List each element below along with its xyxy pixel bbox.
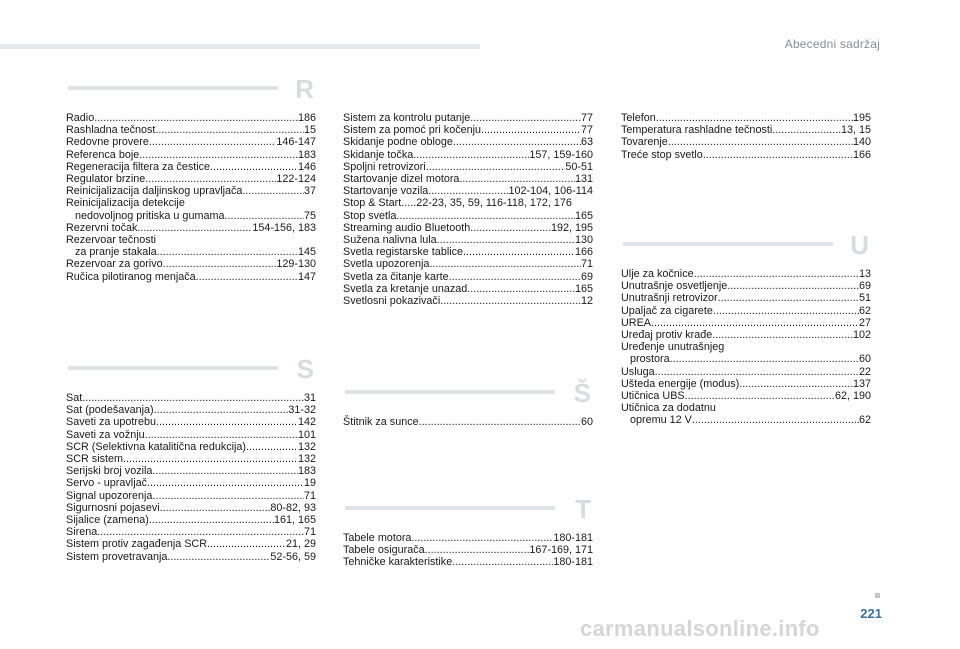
dot-leader <box>694 268 859 280</box>
entry-page-ref: 75 <box>303 209 316 222</box>
dot-leader <box>670 353 859 365</box>
dot-leader <box>692 414 859 426</box>
entry-page-ref: 27 <box>858 316 871 329</box>
entry-page-ref: 69 <box>580 270 593 283</box>
index-entry <box>343 222 593 234</box>
index-entry <box>66 551 316 563</box>
index-entry <box>66 429 316 441</box>
dot-leader <box>97 526 304 538</box>
dot-leader <box>157 246 298 258</box>
entry-page-ref: 12 <box>580 295 593 308</box>
dot-leader <box>149 514 274 526</box>
index-entry <box>343 234 593 246</box>
dot-leader <box>437 234 575 246</box>
index-entry <box>343 246 593 258</box>
index-entry <box>66 234 316 246</box>
section-letter: R <box>295 74 314 104</box>
index-entry <box>66 136 316 148</box>
entry-page-ref: 69 <box>858 280 871 293</box>
entry-page-ref: 62 <box>858 414 871 427</box>
entry-label: Ručica pilotiranog menjača <box>66 270 196 283</box>
index-entry <box>66 526 316 538</box>
dot-leader <box>429 258 581 270</box>
dot-leader <box>413 149 529 161</box>
index-entry <box>66 210 316 222</box>
index-section-r <box>66 74 316 283</box>
index-entry <box>621 317 871 329</box>
entry-label: Svetlosni pokazivači <box>343 295 441 308</box>
entry-page-ref: 63 <box>580 136 593 149</box>
entry-page-ref: 167-169, 171 <box>529 544 593 557</box>
dot-leader <box>718 292 859 304</box>
entry-page-ref: 60 <box>580 416 593 428</box>
dot-leader <box>246 441 298 453</box>
index-entry <box>343 210 593 222</box>
watermark-text: carmanualsonline.info <box>580 616 820 641</box>
entry-label: Uređenje unutrašnjeg <box>621 341 725 354</box>
dot-leader <box>207 538 286 550</box>
index-entry <box>343 258 593 270</box>
index-entry <box>66 441 316 453</box>
entry-page-ref: 186 <box>297 112 316 124</box>
index-entry <box>621 341 871 353</box>
dot-leader <box>467 283 575 295</box>
entry-label: Reinicijalizacija daljinskog upravljača <box>66 185 243 198</box>
index-entry <box>66 173 316 185</box>
entry-label: Sat <box>66 392 83 404</box>
entry-label: Rezervoar za gorivo <box>66 258 163 271</box>
index-entry <box>66 112 316 124</box>
entry-page-ref: 165 <box>574 209 593 222</box>
entry-label: Stop svetla <box>343 209 397 222</box>
entry-page-ref: 62 <box>858 304 871 317</box>
dot-leader <box>149 136 277 148</box>
index-entry <box>66 404 316 416</box>
dot-leader <box>452 556 553 568</box>
section-letter: T <box>575 494 591 524</box>
entry-page-ref: 180-181 <box>553 556 593 569</box>
index-entry <box>66 185 316 197</box>
index-entry <box>343 124 593 136</box>
entry-list <box>343 532 593 569</box>
entry-page-ref: 142 <box>297 416 316 429</box>
entry-label: Rezervni točak <box>66 221 138 234</box>
entry-label: Sijalice (zamena) <box>66 514 149 527</box>
dot-leader <box>411 532 553 544</box>
index-entry <box>343 197 593 209</box>
index-entry <box>343 271 593 283</box>
entry-page-ref: 192, 195 <box>550 221 593 234</box>
entry-page-ref: 131 <box>574 173 593 186</box>
index-entry <box>343 149 593 161</box>
index-entry <box>66 392 316 404</box>
dot-leader <box>426 161 566 173</box>
entry-label: prostora <box>630 353 670 366</box>
entry-page-ref: 183 <box>297 148 316 161</box>
entry-page-ref: 77 <box>580 124 593 137</box>
entry-label: Saveti za upotrebu <box>66 416 157 429</box>
entry-label: Tovarenje <box>621 136 668 149</box>
index-entry <box>343 161 593 173</box>
entry-label: Skidanje točka <box>343 148 414 161</box>
dot-leader <box>449 271 581 283</box>
dot-leader <box>419 416 581 428</box>
entry-label: Tehničke karakteristike <box>343 556 453 569</box>
entry-page-ref: 145 <box>297 246 316 259</box>
dot-leader <box>440 295 581 307</box>
entry-page-ref: 60 <box>858 353 871 366</box>
entry-page-ref: 146 <box>297 160 316 173</box>
entry-page-ref: 22 <box>858 365 871 378</box>
index-entry <box>343 295 593 307</box>
index-entry <box>343 136 593 148</box>
entry-label: Stop & Start.....22-23, 35, 59, 116-118, 172, 176 <box>343 197 572 210</box>
entry-page-ref: 77 <box>580 112 593 124</box>
entry-label: Treće stop svetlo <box>621 148 703 161</box>
index-entry <box>66 453 316 465</box>
entry-page-ref: 31-32 <box>288 404 316 417</box>
index-entry <box>343 185 593 197</box>
index-entry <box>66 514 316 526</box>
index-entry <box>66 416 316 428</box>
entry-label: Sistem provetravanja <box>66 550 168 563</box>
entry-page-ref: 146-147 <box>276 136 316 149</box>
section-letter: Š <box>573 378 591 408</box>
entry-label: Unutrašnje osvetljenje <box>621 280 728 293</box>
dot-leader <box>651 317 859 329</box>
index-entry <box>66 538 316 550</box>
entry-page-ref: 154-156, 183 <box>252 221 316 234</box>
dot-leader <box>147 477 304 489</box>
index-entry <box>66 258 316 270</box>
entry-list <box>343 112 593 307</box>
dot-leader <box>481 124 581 136</box>
dot-leader <box>459 173 575 185</box>
entry-page-ref: 19 <box>303 477 316 490</box>
dot-leader <box>145 173 276 185</box>
entry-label: SCR (Selektivna katalitična redukcija) <box>66 440 247 453</box>
entry-page-ref: 137 <box>852 377 871 390</box>
entry-label: Streaming audio Bluetooth <box>343 221 471 234</box>
index-entry <box>66 149 316 161</box>
entry-list <box>66 112 316 283</box>
entry-list <box>66 392 316 563</box>
index-entry <box>343 283 593 295</box>
entry-label: SCR sistem <box>66 453 123 466</box>
entry-label: Spoljni retrovizori <box>343 160 426 173</box>
index-entry <box>343 544 593 556</box>
page-number: 221 <box>860 606 882 621</box>
entry-label: Rashladna tečnost <box>66 124 156 137</box>
index-entry <box>621 292 871 304</box>
entry-label: Unutrašnji retrovizor <box>621 292 718 305</box>
entry-page-ref: 122-124 <box>276 173 316 186</box>
entry-page-ref: 102-104, 106-114 <box>508 185 593 198</box>
page-header-title: Abecedni sadržaj <box>784 37 880 51</box>
index-entry <box>621 305 871 317</box>
entry-label: Reinicijalizacija detekcije <box>66 197 185 210</box>
entry-label: Startovanje vozila <box>343 185 429 198</box>
entry-page-ref: 165 <box>574 282 593 295</box>
dot-leader <box>703 149 853 161</box>
dot-leader <box>139 149 298 161</box>
index-entry <box>621 268 871 280</box>
entry-page-ref: 166 <box>852 148 871 161</box>
index-entry <box>621 112 871 124</box>
dot-leader <box>470 222 551 234</box>
index-entry <box>621 353 871 365</box>
dot-leader <box>224 210 304 222</box>
dot-leader <box>123 453 298 465</box>
entry-label: Svetla za kretanje unazad <box>343 282 468 295</box>
entry-page-ref: 80-82, 93 <box>270 501 316 514</box>
entry-page-ref: 130 <box>574 234 593 247</box>
dot-leader <box>396 210 575 222</box>
entry-label: Temperatura rashladne tečnosti <box>621 124 773 137</box>
entry-page-ref: 166 <box>574 246 593 259</box>
entry-page-ref: 15 <box>303 124 316 137</box>
dot-leader <box>156 416 298 428</box>
entry-label: Svetla za čitanje karte <box>343 270 449 283</box>
entry-page-ref: 71 <box>303 489 316 502</box>
index-entry <box>66 502 316 514</box>
index-entry <box>621 390 871 402</box>
index-entry <box>621 329 871 341</box>
entry-label: Skidanje podne obloge <box>343 136 453 149</box>
entry-label: Uređaj protiv krađe <box>621 329 713 342</box>
dot-leader <box>145 429 298 441</box>
entry-page-ref: 71 <box>303 526 316 539</box>
index-section-t <box>343 494 593 569</box>
index-section-s <box>66 354 316 563</box>
entry-label: Startovanje dizel motora <box>343 173 460 186</box>
entry-list <box>621 268 871 427</box>
index-entry <box>621 402 871 414</box>
entry-page-ref: 37 <box>303 185 316 198</box>
entry-page-ref: 50-51 <box>565 160 593 173</box>
dot-leader <box>94 112 298 124</box>
index-entry <box>343 112 593 124</box>
entry-page-ref: 71 <box>580 258 593 271</box>
entry-label: Telefon <box>621 112 656 124</box>
index-entry <box>343 556 593 568</box>
entry-label: Serijski broj vozila <box>66 465 153 478</box>
dot-leader <box>163 258 277 270</box>
dot-leader <box>137 222 252 234</box>
entry-label: Sužena nalivna lula <box>343 234 437 247</box>
entry-label: Upaljač za cigarete <box>621 304 713 317</box>
entry-label: Radio <box>66 112 95 124</box>
entry-label: Signal upozorenja <box>66 489 153 502</box>
index-entry <box>66 490 316 502</box>
dot-leader <box>656 112 853 124</box>
entry-page-ref: 51 <box>858 292 871 305</box>
dot-leader <box>167 551 270 563</box>
entry-label: Sistem za kontrolu putanje <box>343 112 471 124</box>
index-entry <box>621 414 871 426</box>
index-entry <box>66 161 316 173</box>
entry-label: Ušteda energije (modus) <box>621 377 740 390</box>
dot-leader <box>82 392 304 404</box>
entry-label: Regulator brzine <box>66 173 146 186</box>
dot-leader <box>425 544 530 556</box>
dot-leader <box>154 404 289 416</box>
entry-page-ref: 101 <box>297 428 316 441</box>
entry-label: Tabele osigurača <box>343 544 425 557</box>
entry-label: Redovne provere <box>66 136 149 149</box>
index-entry <box>343 416 593 428</box>
entry-page-ref: 13, 15 <box>840 124 871 137</box>
entry-page-ref: 161, 165 <box>273 514 316 527</box>
entry-label: Tabele motora <box>343 532 412 544</box>
page-marker <box>875 593 880 598</box>
entry-label: Usluga <box>621 365 655 378</box>
dot-leader <box>242 185 304 197</box>
entry-label: Utičnica za dodatnu <box>621 402 716 415</box>
index-section-u <box>621 230 871 427</box>
index-entry <box>66 465 316 477</box>
dot-leader <box>463 246 575 258</box>
index-entry <box>66 222 316 234</box>
entry-label: Referenca boje <box>66 148 140 161</box>
entry-label: Svetla registarske tablice <box>343 246 464 259</box>
entry-page-ref: 129-130 <box>276 258 316 271</box>
index-entry <box>66 197 316 209</box>
dot-leader <box>453 136 581 148</box>
index-entry <box>343 173 593 185</box>
dot-leader <box>712 329 853 341</box>
entry-page-ref: 183 <box>297 465 316 478</box>
entry-label: Štitnik za sunce <box>343 416 419 428</box>
index-section-t-continued <box>621 112 871 161</box>
entry-page-ref: 195 <box>852 112 871 124</box>
index-entry <box>343 532 593 544</box>
dot-leader <box>196 271 298 283</box>
entry-label: UREA <box>621 316 651 329</box>
entry-label: nedovoljnog pritiska u gumama <box>75 209 225 222</box>
entry-label: Servo - upravljač <box>66 477 148 490</box>
entry-label: Utičnica UBS <box>621 390 685 403</box>
entry-label: Sigurnosni pojasevi <box>66 501 160 514</box>
index-entry <box>621 124 871 136</box>
index-entry <box>621 136 871 148</box>
entry-label: Rezervoar tečnosti <box>66 234 157 247</box>
dot-leader <box>470 112 581 124</box>
entry-label: Svetla upozorenja <box>343 258 430 271</box>
index-entry <box>66 246 316 258</box>
entry-page-ref: 52-56, 59 <box>270 550 316 563</box>
dot-leader <box>772 124 841 136</box>
entry-page-ref: 132 <box>297 440 316 453</box>
entry-page-ref: 180-181 <box>553 532 593 544</box>
entry-label: za pranje stakala <box>75 246 157 259</box>
entry-label: Sistem protiv zagađenja SCR <box>66 538 208 551</box>
entry-label: Regeneracija filtera za čestice <box>66 160 211 173</box>
index-section-s-continued <box>343 112 593 307</box>
dot-leader <box>739 378 853 390</box>
entry-label: Sat (podešavanja) <box>66 404 154 417</box>
entry-label: Saveti za vožnju <box>66 428 145 441</box>
index-entry <box>621 149 871 161</box>
dot-leader <box>685 390 835 402</box>
entry-list <box>343 416 593 428</box>
dot-leader <box>668 136 853 148</box>
index-entry <box>66 477 316 489</box>
section-letter: U <box>850 230 869 260</box>
dot-leader <box>727 280 859 292</box>
index-entry <box>66 124 316 136</box>
index-entry <box>621 366 871 378</box>
entry-page-ref: 132 <box>297 453 316 466</box>
header-bar <box>0 44 480 49</box>
index-entry <box>621 378 871 390</box>
dot-leader <box>155 124 304 136</box>
entry-page-ref: 157, 159-160 <box>529 148 593 161</box>
dot-leader <box>152 490 304 502</box>
entry-page-ref: 102 <box>852 329 871 342</box>
entry-label: Ulje za kočnice <box>621 268 694 280</box>
index-section-sh <box>343 378 593 428</box>
entry-page-ref: 31 <box>303 392 316 404</box>
dot-leader <box>160 502 271 514</box>
index-entry <box>66 271 316 283</box>
entry-page-ref: 21, 29 <box>285 538 316 551</box>
entry-page-ref: 147 <box>297 270 316 283</box>
entry-list <box>621 112 871 161</box>
entry-label: Sistem za pomoć pri kočenju <box>343 124 482 137</box>
section-letter: S <box>296 354 314 384</box>
entry-page-ref: 140 <box>852 136 871 149</box>
entry-page-ref: 13 <box>858 268 871 280</box>
entry-page-ref: 62, 190 <box>834 390 871 403</box>
entry-label: Sirena <box>66 526 98 539</box>
index-entry <box>621 280 871 292</box>
entry-label: opremu 12 V <box>630 414 692 427</box>
dot-leader <box>713 305 859 317</box>
dot-leader <box>152 465 298 477</box>
dot-leader <box>428 185 508 197</box>
dot-leader <box>210 161 298 173</box>
dot-leader <box>655 366 859 378</box>
